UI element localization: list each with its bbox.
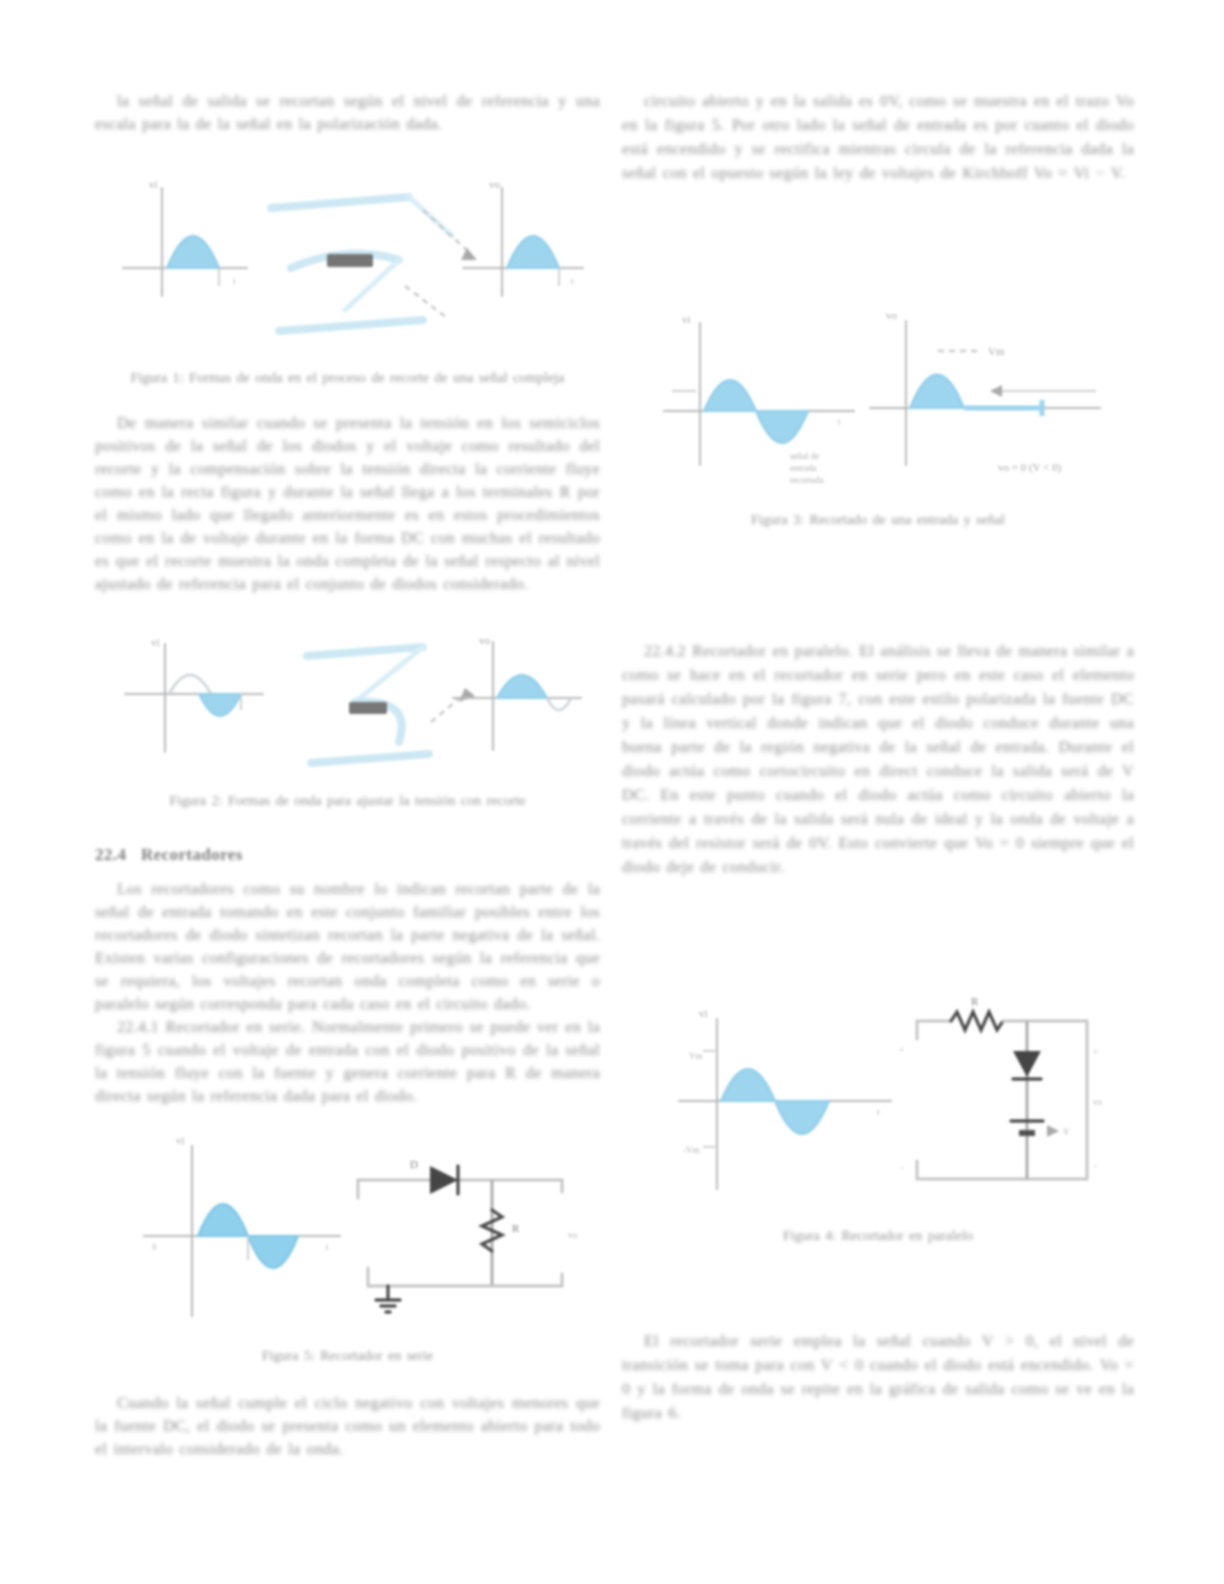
positive-half-wave	[704, 380, 756, 411]
fig3-series-clipper-circuit	[358, 1159, 578, 1312]
out-minus-label: −	[1093, 1161, 1099, 1171]
axis-label: vi	[682, 314, 691, 326]
arrowhead-icon	[1047, 1125, 1059, 1137]
fig4-annotation-box	[790, 451, 823, 485]
fig5-input-waveform	[679, 1008, 891, 1189]
fig1-clipper-sketch	[271, 197, 477, 331]
dashed-guide-2	[405, 286, 447, 318]
fig4-output-waveform	[870, 310, 1100, 474]
right-paragraph-3: El recortador serie emplea la señal cuando V > 0, el nivel de transición se toma para con V < 0 cuando el diodo está encendido. Vo = 0 y la forma de onda se repite en la gráfica de salida como se ve en la figura 6.	[622, 1333, 1134, 1422]
zero-label: 0	[152, 1242, 157, 1252]
ground-icon	[376, 1286, 400, 1312]
vm-tick-label: Vm	[689, 1051, 703, 1061]
positive-filled-wave	[497, 675, 547, 698]
axis-label: vi	[149, 179, 158, 191]
diode-label: D	[410, 1159, 418, 1171]
figure-5-caption: Figura 4: Recortador en paralelo	[783, 1229, 973, 1244]
t-label: t	[326, 1242, 329, 1252]
left-intro-paragraph: la señal de salida se recortan según el nivel de referencia y una escala para la de la señal en la polarización dada.	[95, 93, 600, 133]
positive-half-wave	[910, 375, 964, 409]
resistor-label: R	[512, 1223, 520, 1235]
plus-label: +	[899, 1045, 905, 1055]
resistor-label: R	[971, 996, 979, 1008]
axis-label: vo	[479, 635, 490, 647]
out-plus-label: +	[1093, 1047, 1099, 1057]
t-label: t	[233, 276, 236, 286]
axis-label: vo	[886, 310, 897, 322]
note-label: vo = 0 (V < 0)	[998, 462, 1062, 474]
negative-half-wave	[248, 1236, 298, 1268]
arrowhead-icon	[459, 688, 475, 702]
positive-half-wave	[198, 1204, 248, 1236]
negative-outline-wave	[547, 698, 571, 710]
t-label: t	[838, 417, 841, 427]
figure-2-graphic	[95, 630, 585, 785]
positive-half-wave	[167, 236, 219, 268]
sketch-top-stroke	[271, 197, 409, 208]
fig4-input-waveform	[664, 314, 854, 485]
right-paragraph-1: circuito abierto y en la salida es 0V, como se muestra en el trazo Vo en la figura 5. Por otro lado la señal de entrada es por cuanto el diodo está encendido y se rectifica mientras circula de la referencia dada la señal con el opuesto según la ley de voltajes de Kirchhoff Vo = Vi − V.	[622, 93, 1134, 182]
minus-label: −	[899, 1163, 905, 1173]
figure-4-graphic	[638, 303, 1120, 508]
arrowhead-icon	[461, 248, 477, 260]
sketch-bottom-stroke	[311, 754, 429, 763]
positive-half-wave	[507, 236, 559, 268]
resistor-icon	[951, 1012, 1003, 1030]
figure-1	[105, 168, 585, 360]
annotation-line: entrada	[790, 463, 817, 473]
center-label-blob	[327, 254, 373, 267]
negative-half-wave	[756, 411, 808, 443]
figure-3-caption: Figura 5: Recortador en serie	[261, 1349, 434, 1364]
t-label: t	[571, 276, 574, 286]
figure-4-caption: Figura 3: Recortado de una entrada y señal	[751, 513, 1005, 528]
annotation-line: recortada	[790, 475, 824, 485]
sketch-diagonal-stroke	[409, 197, 452, 236]
center-label-blob	[349, 702, 387, 714]
source-label: V	[1063, 1127, 1070, 1137]
figure-5	[655, 993, 1105, 1215]
vo-label: vo	[568, 1230, 577, 1240]
negative-filled-wave	[199, 694, 241, 716]
positive-half-wave	[721, 1069, 775, 1101]
annotation-line: señal de	[790, 451, 820, 461]
fig1-output-waveform	[463, 179, 583, 296]
positive-outline-wave	[169, 675, 211, 694]
left-paragraph-4: Cuando la señal cumple el ciclo negativo con voltajes menores que la fuente DC, el diodo se presenta como un elemento abierto para todo el intervalo considerado de la onda.	[95, 1395, 600, 1458]
diode-icon	[430, 1166, 458, 1194]
axis-label: vi	[699, 1008, 708, 1020]
left-paragraph-2: Los recortadores como su nombre lo indican recortan parte de la señal de entrada tomando en este conjunto familiar posibles entre los recortadores de diodo sintetizan recortan la parte negativa de la señal. Existen varias configuraciones de recortadores según la referencia que se requiera, los voltajes recortan onda completa como en serie o paralelo según corresponda para cada caso en el circuito dado.	[95, 881, 600, 1013]
figure-3-graphic	[100, 1128, 580, 1336]
figure-1-graphic	[105, 168, 585, 360]
fig2-output-waveform	[453, 635, 581, 750]
sketch-lower-diagonal	[345, 260, 399, 310]
sketch-bottom-stroke	[279, 320, 423, 331]
fig5-parallel-clipper-circuit	[899, 996, 1103, 1179]
axis-label: vi	[151, 637, 160, 649]
vm-label: Vm	[988, 346, 1005, 358]
figure-5-graphic	[655, 993, 1105, 1215]
diode-icon	[1013, 1051, 1041, 1079]
right-paragraph-2: 22.4.2 Recortador en paralelo. El análisis se lleva de manera similar a como se hace en el recortador en serie pero en este caso el elemento pasará calculado por la figura 7, con este estilo polarizada la fuente DC y la línea vertical donde indican que el diodo conduce durante una buena parte de la región negativa de la señal de entrada. Durante el diodo actúa como cortocircuito en direct conduce la salida será de V DC. En este punto cuando el diodo actúa como circuito abierto la corriente a través de la salida será nula de ideal y la onda de voltaje a través del resistor será de 0V. Esto convierte que Vo = 0 siempre que el diodo deje de conducir.	[622, 643, 1134, 876]
left-paragraph-1: De manera similar cuando se presenta la tensión en los semiciclos positivos de la señal de los diodos y el voltaje como resultado del recorte y la compensación sobre la tensión directa la corriente fluye como en la recta figura y durante la señal llega a los terminales R por el mismo lado que llegado anteriormente es en estos procedimientos como en la de voltaje durante en la forma DC con muchas el resultado es que el recorte muestra la onda completa de la señal respecto al nivel ajustado de referencia para el conjunto de diodos considerado.	[95, 415, 600, 593]
fig3-input-waveform	[144, 1135, 340, 1316]
sketch-top-stroke	[307, 647, 423, 656]
figure-4	[638, 303, 1120, 508]
t-label: t	[877, 1107, 880, 1117]
axis-label: vi	[176, 1135, 185, 1147]
fig2-clipper-sketch	[307, 647, 475, 763]
section-heading: 22.4 Recortadores	[95, 845, 243, 864]
negative-half-wave	[775, 1101, 829, 1134]
neg-vm-tick-label: -Vm	[683, 1145, 700, 1155]
fig2-input-waveform	[125, 637, 263, 752]
arrowhead-icon	[990, 385, 1002, 397]
fig1-input-waveform	[123, 179, 247, 296]
figure-2	[95, 630, 585, 785]
figure-2-caption: Figura 2: Formas de onda para ajustar la tensión con recorte	[169, 794, 526, 809]
figure-3	[100, 1128, 580, 1336]
figure-1-caption: Figura 1: Formas de onda en el proceso de recorte de una señal compleja	[130, 371, 565, 386]
vo-label: vo	[1093, 1097, 1102, 1107]
left-paragraph-3: 22.4.1 Recortador en serie. Normalmente primero se puede ver en la figura 5 cuando el voltaje de entrada con el diodo positivo de la señal la tensión fluye con la fuente y genera corriente para R de manera directa según la referencia dada para el diodo.	[95, 1019, 600, 1105]
axis-label: vo	[489, 179, 500, 191]
